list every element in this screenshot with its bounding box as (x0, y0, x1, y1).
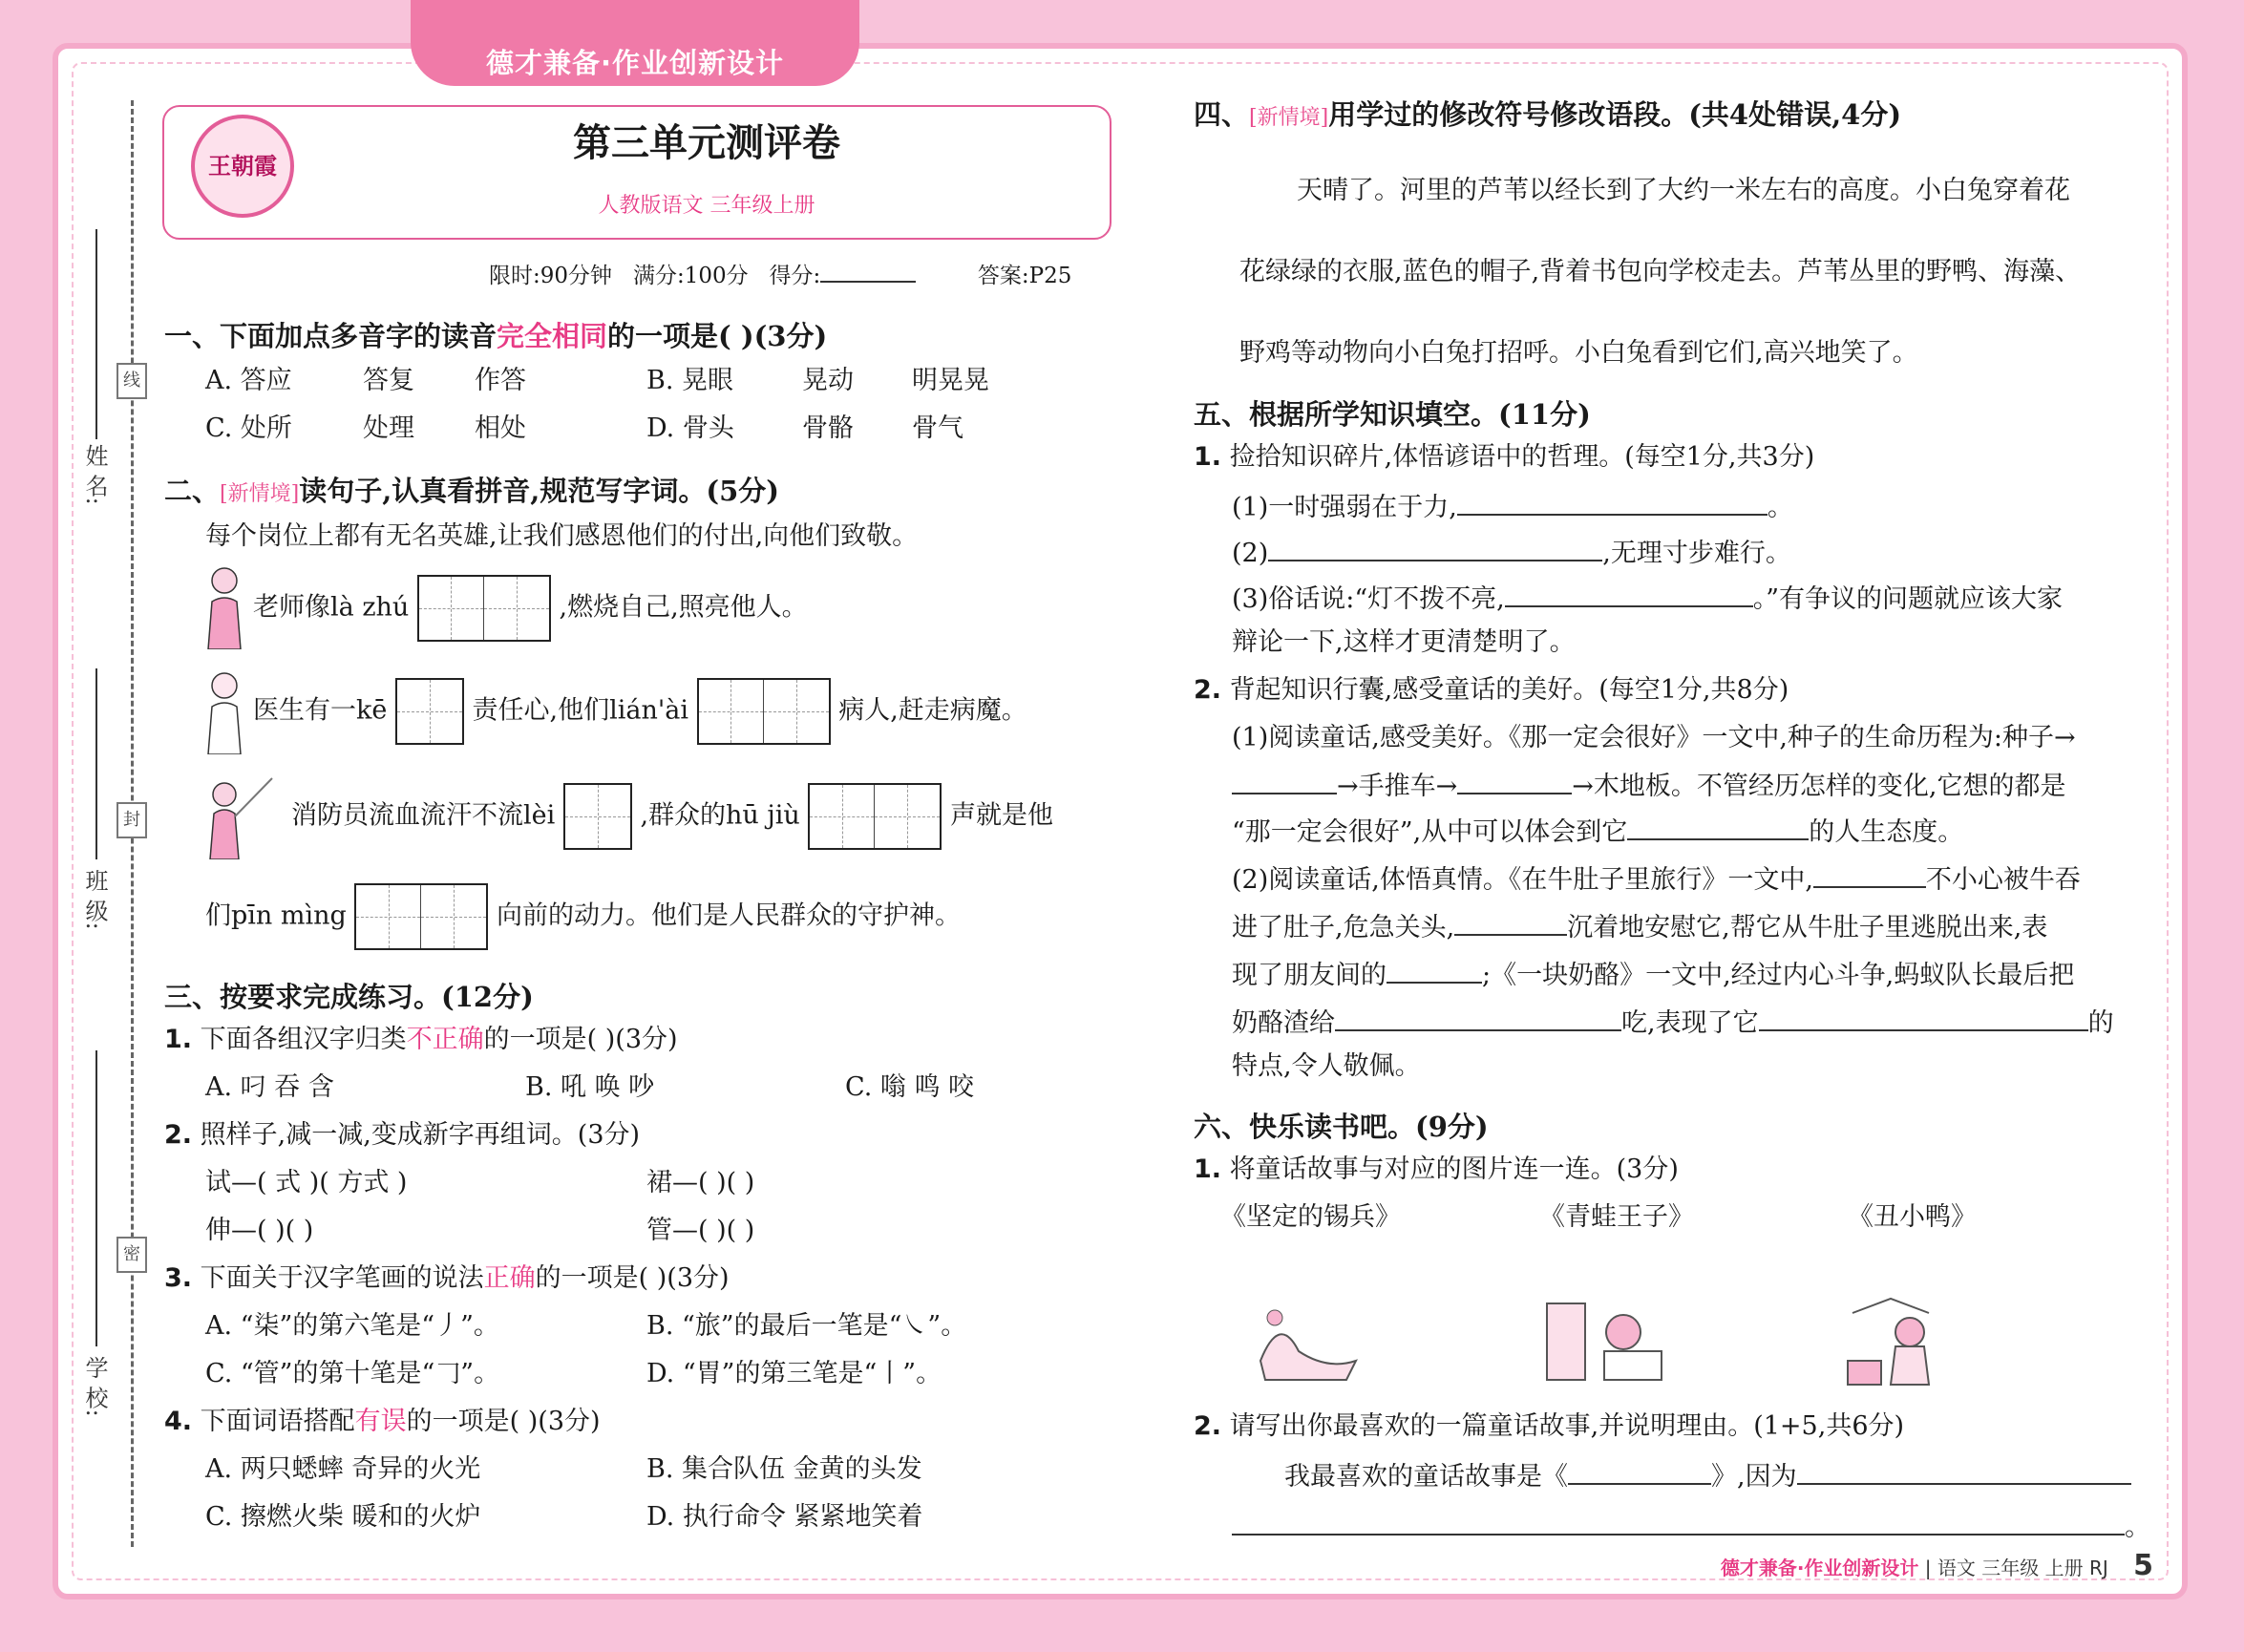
name-field[interactable] (95, 229, 97, 439)
section4-heading (1194, 94, 1901, 133)
binding-mark-feng: 封 (116, 802, 147, 838)
s5-q1-3 (1232, 581, 2063, 616)
page-subtitle: 人教版语文 三年级上册 (598, 194, 815, 218)
q1-number: 1. (164, 1025, 193, 1054)
cow-cont: 不小心被牛吞 (1925, 865, 2081, 895)
q2-blank-qun[interactable]: 裙—( )( ) (646, 1168, 755, 1197)
new-context-tag: [新情境] (220, 482, 300, 506)
write-grid-hujiu[interactable] (808, 783, 942, 850)
write-grid-pinming[interactable] (354, 883, 488, 950)
q2-example: 试—( 式 )( 方式 ) (205, 1168, 408, 1197)
s5-q2-text: 背起知识行囊,感受童话的美好。(每空1分,共8分) (1229, 675, 1789, 705)
q4-option-c[interactable]: C. 擦燃火柴 暖和的火炉 (205, 1502, 481, 1532)
q3-answer-slot[interactable]: 的一项是( )(3分) (535, 1263, 730, 1293)
name-label: 姓 名: (81, 444, 108, 505)
q3-option-a[interactable]: A. “柒”的第六笔是“丿”。 (205, 1311, 499, 1341)
option-b[interactable]: B. 晃眼 (646, 366, 734, 395)
section6-heading: 六、快乐读书吧。(9分) (1194, 1111, 1489, 1143)
page-title: 第三单元测评卷 (573, 121, 840, 165)
reason-text: 》,因为 (1711, 1462, 1797, 1492)
s5-q1-text: 捡拾知识碎片,体悟谚语中的哲理。(每空1分,共3分) (1229, 442, 1815, 472)
s5-q2-2-row1 (1232, 861, 2081, 897)
brand-logo: 王朝霞 (191, 115, 294, 218)
favorite-story-blank[interactable] (1568, 1458, 1711, 1485)
s5-q2-2-row4 (1232, 1005, 2114, 1040)
q4-option-a[interactable]: A. 两只蟋蟀 奇异的火光 (205, 1454, 481, 1484)
q4-emphasis: 有误 (354, 1407, 407, 1436)
q2-number: 2. (164, 1120, 193, 1150)
cheese-recipient-blank[interactable] (1335, 1005, 1621, 1031)
trait-end: 的 (2087, 1008, 2114, 1038)
q1-text: 下面各组汉字归类 (200, 1025, 407, 1054)
q3-option-c[interactable]: C. “管”的第十笔是“𠃌”。 (205, 1359, 500, 1388)
seed-stage2: →手推车→ (1337, 772, 1458, 801)
option-c[interactable]: C. 处所 (205, 413, 292, 443)
swallowed-blank[interactable] (1813, 861, 1926, 888)
meta-row (489, 256, 1071, 292)
friendship-text: 现了朋友间的 (1232, 961, 1387, 990)
line3-prefix: 消防员流血流汗不流lèi (291, 800, 556, 831)
school-label: 学 校: (81, 1356, 108, 1417)
q4-text: 下面词语搭配 (200, 1407, 355, 1436)
new-context-tag-2: [新情境] (1249, 106, 1329, 130)
option-d[interactable]: D. 骨头 (646, 413, 734, 443)
attitude-end: 的人生态度。 (1809, 817, 1964, 847)
q3-text: 下面关于汉字笔画的说法 (200, 1263, 484, 1293)
page-number: 5 (2133, 1549, 2153, 1582)
answer-ref: 答案:P25 (977, 264, 1072, 288)
footer-meta: | 语文 三年级 上册 RJ (1924, 1557, 2108, 1579)
s5-q1-3c: 辩论一下,这样才更清楚明了。 (1232, 627, 1576, 657)
q2-blank-guan[interactable]: 管—( )( ) (646, 1216, 755, 1245)
proverb3-blank[interactable] (1505, 581, 1753, 607)
book-frog-prince[interactable]: 《青蛙王子》 (1539, 1202, 1694, 1232)
q3-option-d[interactable]: D. “胃”的第三笔是“丨”。 (646, 1359, 942, 1388)
s6-q1 (1194, 1154, 1679, 1186)
reason-blank-2[interactable] (1232, 1509, 2125, 1536)
favorite-story-text: 我最喜欢的童话故事是《 (1284, 1462, 1568, 1492)
option-a-word3: 作答 (475, 366, 526, 395)
line2-prefix: 医生有一kē (253, 695, 388, 726)
write-grid-lazhu[interactable] (417, 575, 551, 642)
section5-heading: 五、根据所学知识填空。(11分) (1194, 398, 1591, 431)
frog-prince-illustration-icon[interactable] (1537, 1294, 1681, 1389)
cheese-text: ;《一块奶酪》一文中,经过内心斗争,蚂蚁队长最后把 (1482, 961, 2075, 990)
proverb1-end: 。 (1767, 493, 1793, 522)
s6-q2-text: 请写出你最喜欢的一篇童话故事,并说明理由。(1+5,共6分) (1229, 1411, 1905, 1441)
time-limit: 限时:90分钟 (489, 264, 613, 288)
s5-q2-1a: (1)阅读童话,感受美好。《那一定会很好》一文中,种子的生命历程为:种子→ (1232, 723, 2076, 752)
section2-title: 读句子,认真看拼音,规范写字词。(5分) (299, 475, 780, 507)
swan-illustration-icon[interactable] (1241, 1294, 1365, 1389)
s5-q1-number: 1. (1194, 442, 1222, 472)
s5-q2-2-row3 (1232, 957, 2074, 992)
binding-mark-xian: 线 (116, 363, 147, 399)
section4-title: 用学过的修改符号修改语段。(共4处错误,4分) (1328, 98, 1902, 131)
option-d-word2: 骨骼 (802, 413, 854, 443)
option-a-word2: 答复 (363, 366, 414, 395)
footer-brand: 德才兼备·作业创新设计 (1720, 1557, 1919, 1579)
cheese-give-text: 奶酪渣给 (1232, 1008, 1335, 1038)
teacher-icon (201, 563, 248, 649)
seed-stage3-blank[interactable] (1457, 768, 1572, 794)
section1-answer-slot[interactable]: 的一项是( )(3分) (607, 320, 828, 352)
line1-suffix: ,燃烧自己,照亮他人。 (559, 592, 808, 623)
section2-line3 (291, 783, 1053, 850)
section2-intro: 每个岗位上都有无名英雄,让我们感恩他们的付出,向他们致敬。 (205, 521, 919, 551)
s5-q2-1-row2 (1232, 768, 2065, 803)
option-c-word2: 处理 (363, 413, 414, 443)
header-tab: 德才兼备·作业创新设计 (411, 0, 859, 86)
school-field[interactable] (95, 1050, 97, 1346)
firefighter-icon (201, 773, 277, 859)
book-tin-soldier[interactable]: 《坚定的锡兵》 (1220, 1202, 1401, 1232)
score-field[interactable] (820, 256, 916, 283)
binding-mark-mi: 密 (116, 1237, 147, 1273)
section2-line1 (253, 575, 808, 642)
q1-emphasis: 不正确 (406, 1025, 484, 1054)
proverb1-text: (1)一时强弱在于力, (1232, 493, 1457, 522)
option-b-word2: 晃动 (802, 366, 854, 395)
rescuer-blank[interactable] (1454, 909, 1567, 936)
line4-suffix: 向前的动力。他们是人民群众的守护神。 (497, 900, 961, 931)
s5-q2-2-row5: 特点,令人敬佩。 (1232, 1051, 1421, 1081)
section2-line2 (253, 678, 1027, 745)
reason-end: 。 (2125, 1513, 2150, 1542)
s5-q1 (1194, 441, 1814, 474)
cow-text: (2)阅读童话,体悟真情。《在牛肚子里旅行》一文中, (1232, 865, 1813, 895)
line4-prefix: 们pīn mìng (205, 900, 347, 931)
s5-q2-number: 2. (1194, 675, 1222, 705)
q1-answer-slot[interactable]: 的一项是( )(3分) (483, 1025, 678, 1054)
s4-para-line3[interactable]: 野鸡等动物向小白兔打招呼。小白兔看到它们,高兴地笑了。 (1239, 338, 1918, 368)
s3-q1 (164, 1024, 678, 1056)
q4-option-d[interactable]: D. 执行命令 紧紧地笑着 (646, 1502, 923, 1532)
section2-line4 (205, 883, 961, 950)
section2-heading (164, 470, 779, 509)
s6-q1-text: 将童话故事与对应的图片连一连。(3分) (1229, 1154, 1679, 1184)
section1-title: 一、下面加点多音字的读音 (164, 320, 497, 352)
s5-q2 (1194, 674, 1789, 707)
q3-option-b[interactable]: B. “旅”的最后一笔是“㇏”。 (646, 1311, 967, 1341)
attitude-blank[interactable] (1627, 814, 1809, 840)
line2-middle: 责任心,他们lián'ài (472, 695, 689, 726)
section1-emphasis: 完全相同 (497, 320, 608, 352)
friendship-blank[interactable] (1387, 957, 1482, 984)
write-grid-lianai[interactable] (697, 678, 831, 745)
tin-soldier-illustration-icon[interactable] (1833, 1294, 1986, 1389)
option-a[interactable]: A. 答应 (205, 366, 292, 395)
class-label: 班 级: (81, 869, 108, 930)
write-grid-ke[interactable] (395, 678, 464, 745)
section2-number: 二、 (164, 475, 221, 507)
reason-blank-1[interactable] (1797, 1458, 2131, 1485)
seed-stage1-blank[interactable] (1232, 768, 1337, 794)
q4-number: 4. (164, 1407, 193, 1436)
s3-q4 (164, 1406, 601, 1438)
s6-q2-reason-line2 (1232, 1509, 2150, 1544)
page-footer (1721, 1549, 2153, 1582)
s4-para-line2[interactable]: 花绿绿的衣服,蓝色的帽子,背着书包向学校走去。芦苇丛里的野鸭、海藻、 (1239, 257, 2082, 286)
trait-text: 吃,表现了它 (1621, 1008, 1759, 1038)
q1-option-c[interactable]: C. 嗡 鸣 咬 (845, 1072, 975, 1102)
option-d-word3: 骨气 (912, 413, 963, 443)
proverb3-cont: 。”有争议的问题就应该大家 (1752, 584, 2064, 614)
s4-para-line1[interactable]: 天晴了。河里的芦苇以经长到了大约一米左右的高度。小白兔穿着花 (1297, 176, 2070, 205)
section1-heading (164, 315, 827, 354)
full-score: 满分:100分 (632, 264, 749, 288)
seed-stage-end: →木地板。不管经历怎样的变化,它想的都是 (1572, 772, 2066, 801)
proverb1-blank[interactable] (1457, 489, 1768, 516)
proverb3-text: (3)俗话说:“灯不拨不亮, (1232, 584, 1505, 614)
q2-blank-shen[interactable]: 伸—( )( ) (205, 1216, 314, 1245)
proverb2-blank[interactable] (1268, 535, 1602, 561)
line1-prefix: 老师像là zhú (253, 592, 410, 623)
q4-option-b[interactable]: B. 集合队伍 金黄的头发 (646, 1454, 922, 1484)
s6-q2-answer-row (1284, 1458, 2131, 1493)
rescue-text: 沉着地安慰它,帮它从牛肚子里逃脱出来,表 (1567, 913, 2048, 942)
write-grid-lei[interactable] (563, 783, 632, 850)
q4-answer-slot[interactable]: 的一项是( )(3分) (406, 1407, 601, 1436)
q1-option-b[interactable]: B. 吼 唤 吵 (525, 1072, 655, 1102)
section4-number: 四、 (1194, 98, 1250, 131)
s5-q2-1-row3 (1232, 814, 1963, 849)
q1-option-a[interactable]: A. 叼 吞 含 (205, 1072, 334, 1102)
proverb2-text: ,无理寸步难行。 (1602, 539, 1791, 568)
s6-q1-number: 1. (1194, 1154, 1222, 1184)
s5-q2-2-row2 (1232, 909, 2047, 944)
line3-suffix: 声就是他 (949, 800, 1053, 831)
line3-middle: ,群众的hū jiù (640, 800, 800, 831)
s5-q1-1 (1232, 489, 1793, 524)
score-label: 得分: (769, 264, 821, 288)
proverb2-prefix: (2) (1232, 539, 1269, 568)
q3-emphasis: 正确 (483, 1263, 536, 1293)
q2-text: 照样子,减一减,变成新字再组词。(3分) (200, 1120, 641, 1150)
attitude-text: “那一定会很好”,从中可以体会到它 (1232, 817, 1628, 847)
option-b-word3: 明晃晃 (912, 366, 989, 395)
trait-blank[interactable] (1759, 1005, 2088, 1031)
q3-number: 3. (164, 1263, 193, 1293)
s5-q1-2 (1232, 535, 1791, 570)
line2-suffix: 病人,赶走病魔。 (838, 695, 1027, 726)
s3-q3 (164, 1262, 730, 1295)
doctor-icon (201, 668, 248, 754)
book-ugly-duckling[interactable]: 《丑小鸭》 (1848, 1202, 1977, 1232)
option-c-word3: 相处 (475, 413, 526, 443)
crisis-text: 进了肚子,危急关头, (1232, 913, 1455, 942)
s3-q2 (164, 1119, 640, 1152)
section3-heading: 三、按要求完成练习。(12分) (164, 981, 534, 1013)
s6-q2-number: 2. (1194, 1411, 1222, 1441)
class-field[interactable] (95, 668, 97, 859)
s6-q2 (1194, 1410, 1904, 1443)
